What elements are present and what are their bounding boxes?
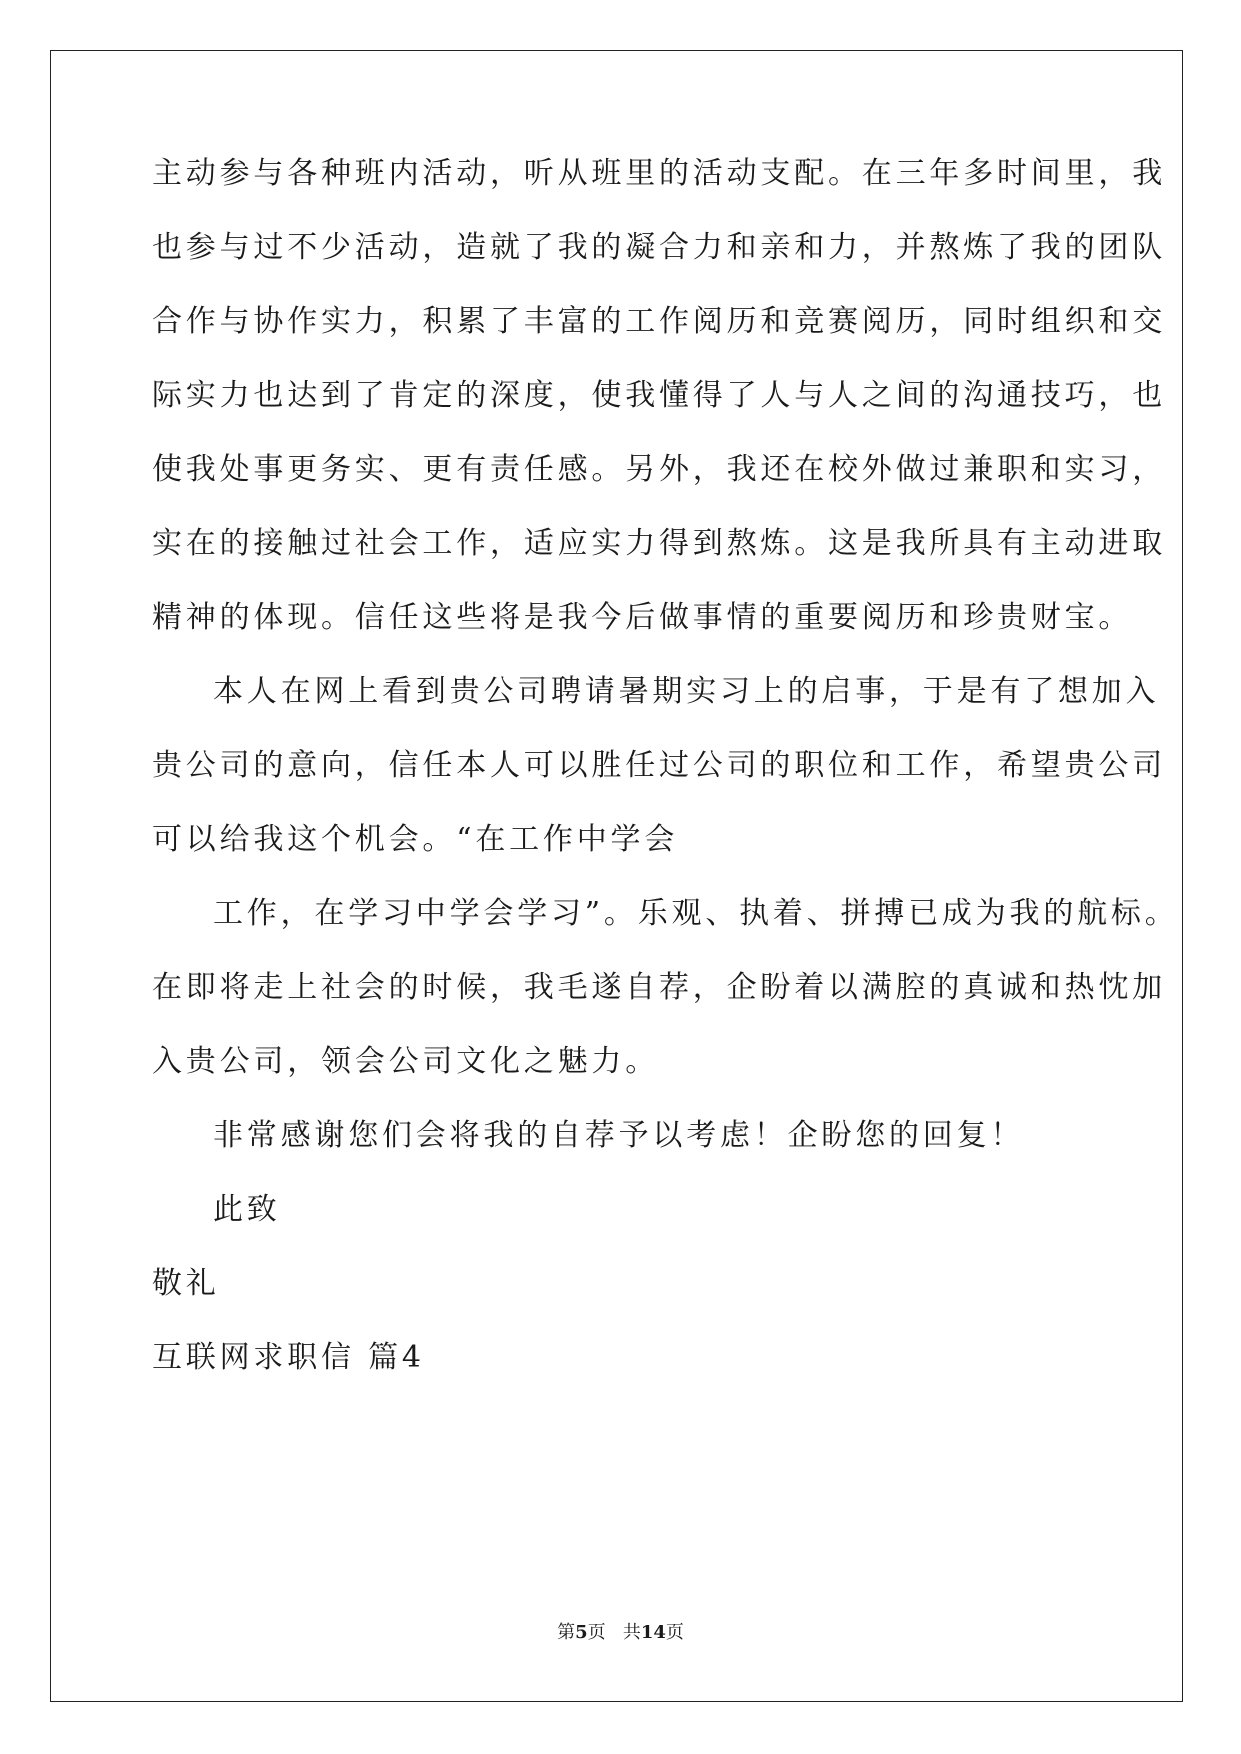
- page-border: [50, 50, 1183, 1702]
- body-line-12: 在即将走上社会的时候，我毛遂自荐，企盼着以满腔的真诚和热忱加: [152, 970, 1166, 1005]
- page-footer: [0, 1621, 1241, 1645]
- body-line-6: 实在的接触过社会工作，适应实力得到熬炼。这是我所具有主动进取: [152, 526, 1166, 561]
- body-line-10: 可以给我这个机会。“在工作中学会: [152, 822, 679, 857]
- salutation-cizhi: 此致: [213, 1192, 281, 1227]
- body-line-7: 精神的体现。信任这些将是我今后做事情的重要阅历和珍贵财宝。: [152, 600, 1133, 635]
- closing-thanks: 非常感谢您们会将我的自荐予以考虑！企盼您的回复！: [213, 1118, 1025, 1153]
- body-line-1: 主动参与各种班内活动，听从班里的活动支配。在三年多时间里，我: [152, 156, 1166, 191]
- body-line-5: 使我处事更务实、更有责任感。另外，我还在校外做过兼职和实习，: [152, 452, 1166, 487]
- body-line-2: 也参与过不少活动，造就了我的凝合力和亲和力，并熬炼了我的团队: [152, 230, 1166, 265]
- salutation-jingli: 敬礼: [152, 1266, 220, 1301]
- body-line-3: 合作与协作实力，积累了丰富的工作阅历和竞赛阅历，同时组织和交: [152, 304, 1166, 339]
- body-line-13: 入贵公司，领会公司文化之魅力。: [152, 1044, 659, 1079]
- footer-page-word: 页: [587, 1622, 606, 1643]
- body-line-8: 本人在网上看到贵公司聘请暑期实习上的启事，于是有了想加入: [213, 674, 1160, 709]
- footer-total-prefix: 共: [622, 1622, 641, 1643]
- footer-total-suffix: 页: [665, 1622, 684, 1643]
- body-line-9: 贵公司的意向，信任本人可以胜任过公司的职位和工作，希望贵公司: [152, 748, 1166, 783]
- section-heading: 互联网求职信 篇4: [152, 1340, 425, 1375]
- body-line-11: 工作，在学习中学会学习”。乐观、执着、拼搏已成为我的航标。: [213, 896, 1179, 931]
- footer-current-page: 5: [575, 1622, 588, 1643]
- footer-total-pages: 14: [640, 1622, 666, 1643]
- body-line-4: 际实力也达到了肯定的深度，使我懂得了人与人之间的沟通技巧，也: [152, 378, 1166, 413]
- footer-prefix: 第: [557, 1622, 576, 1643]
